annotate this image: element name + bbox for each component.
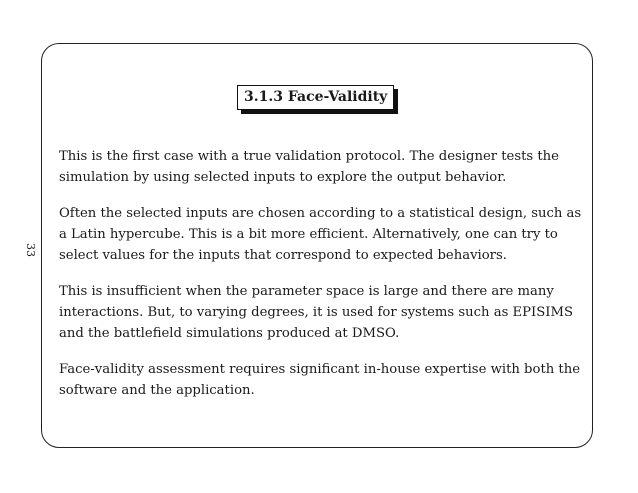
paragraph-3: This is insufficient when the parameter space is large and there are many interactions. But, to varying degrees, it is used for systems such as EPISIMS and the battlefield simulations produced at DMSO.	[59, 284, 574, 341]
body-text	[59, 146, 587, 416]
section-title: 3.1.3 Face-Validity	[237, 85, 394, 110]
paragraph-2: Often the selected inputs are chosen according to a statistical design, such as a Latin hypercube. This is a bit more efficient. Alternatively, one can try to select values for the inputs that correspond to expected behaviors.	[59, 206, 582, 263]
paragraph-4: Face-validity assessment requires significant in-house expertise with both the software and the application.	[59, 362, 581, 398]
section-title-box	[237, 85, 394, 110]
page-number: 33	[24, 243, 37, 257]
paragraph-1: This is the first case with a true validation protocol. The designer tests the simulation by using selected inputs to explore the output behavior.	[59, 149, 559, 185]
